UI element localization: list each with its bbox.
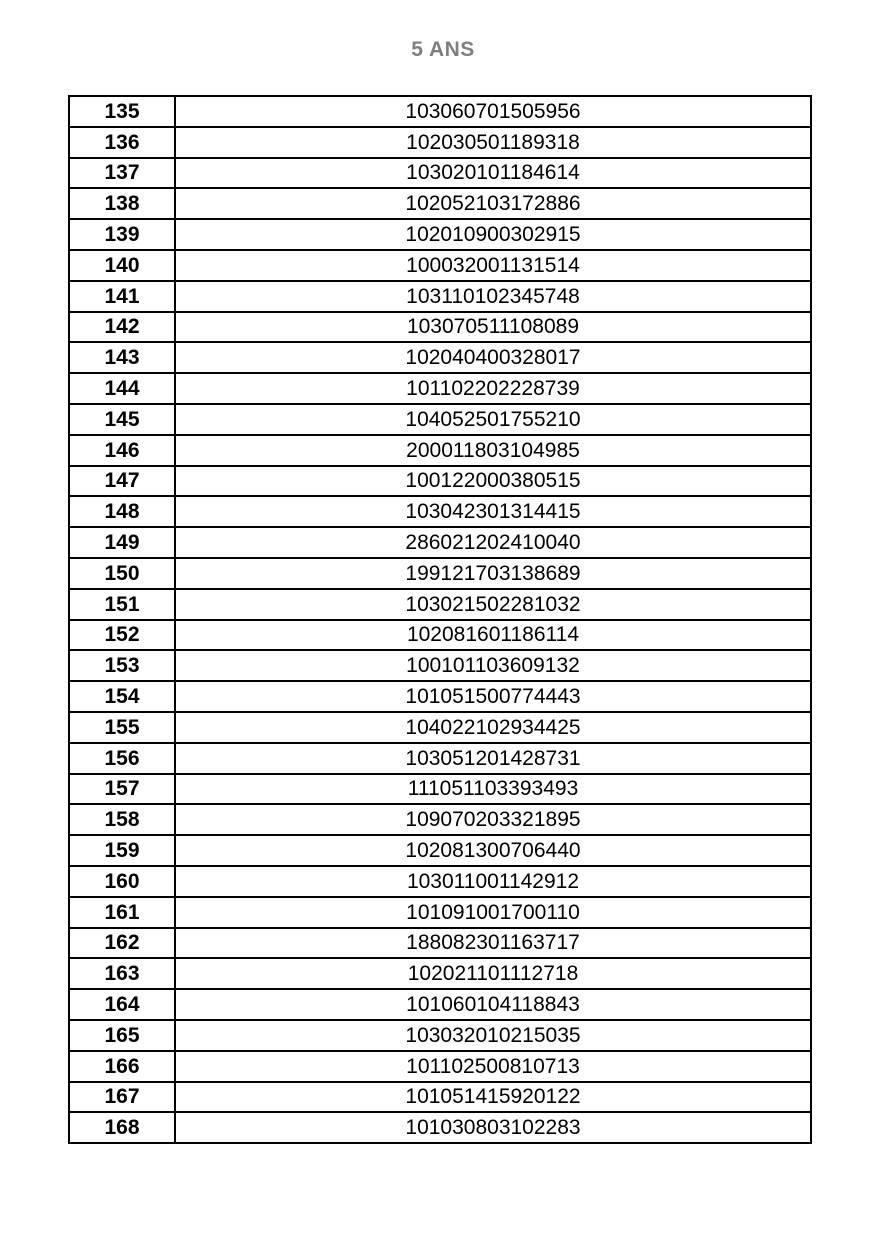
row-code: 101091001700110 (175, 897, 811, 928)
table-row (69, 866, 811, 897)
row-code: 100032001131514 (175, 250, 811, 281)
table-row (69, 404, 811, 435)
row-number: 145 (69, 404, 175, 435)
table-row (69, 804, 811, 835)
row-code: 101060104118843 (175, 989, 811, 1020)
row-number: 162 (69, 928, 175, 959)
table-row (69, 466, 811, 497)
row-code: 104052501755210 (175, 404, 811, 435)
row-number: 158 (69, 804, 175, 835)
row-number: 142 (69, 312, 175, 343)
table-body (69, 96, 811, 1143)
row-code: 109070203321895 (175, 804, 811, 835)
table-row (69, 373, 811, 404)
table-row (69, 712, 811, 743)
row-code: 286021202410040 (175, 527, 811, 558)
table-row (69, 650, 811, 681)
row-number: 140 (69, 250, 175, 281)
row-number: 139 (69, 219, 175, 250)
row-code: 101051500774443 (175, 681, 811, 712)
table-row (69, 250, 811, 281)
row-code: 101030803102283 (175, 1112, 811, 1143)
row-number: 154 (69, 681, 175, 712)
table-row (69, 527, 811, 558)
row-code: 103042301314415 (175, 496, 811, 527)
table-row (69, 897, 811, 928)
row-code: 188082301163717 (175, 928, 811, 959)
table-row (69, 1112, 811, 1143)
row-number: 150 (69, 558, 175, 589)
row-number: 148 (69, 496, 175, 527)
row-number: 159 (69, 835, 175, 866)
row-number: 167 (69, 1082, 175, 1113)
table-row (69, 435, 811, 466)
table-row (69, 774, 811, 805)
row-number: 138 (69, 188, 175, 219)
row-code: 103020101184614 (175, 158, 811, 189)
table-row (69, 127, 811, 158)
row-number: 135 (69, 96, 175, 127)
row-code: 102081300706440 (175, 835, 811, 866)
page-title: 5 ANS (411, 38, 475, 61)
table-row (69, 188, 811, 219)
row-code: 199121703138689 (175, 558, 811, 589)
row-number: 161 (69, 897, 175, 928)
row-code: 103021502281032 (175, 589, 811, 620)
row-number: 153 (69, 650, 175, 681)
table-row (69, 496, 811, 527)
row-number: 152 (69, 620, 175, 651)
row-code: 104022102934425 (175, 712, 811, 743)
table-row (69, 589, 811, 620)
row-code: 111051103393493 (175, 774, 811, 805)
table-row (69, 312, 811, 343)
row-number: 164 (69, 989, 175, 1020)
table-row (69, 558, 811, 589)
table-row (69, 620, 811, 651)
table-row (69, 96, 811, 127)
row-code: 200011803104985 (175, 435, 811, 466)
row-code: 102081601186114 (175, 620, 811, 651)
row-number: 155 (69, 712, 175, 743)
row-code: 102021101112718 (175, 958, 811, 989)
row-number: 168 (69, 1112, 175, 1143)
row-number: 146 (69, 435, 175, 466)
row-code: 103070511108089 (175, 312, 811, 343)
row-number: 166 (69, 1051, 175, 1082)
row-number: 165 (69, 1020, 175, 1051)
table-row (69, 681, 811, 712)
row-code: 102052103172886 (175, 188, 811, 219)
row-number: 156 (69, 743, 175, 774)
row-number: 137 (69, 158, 175, 189)
row-code: 100101103609132 (175, 650, 811, 681)
row-code: 101102500810713 (175, 1051, 811, 1082)
table-row (69, 835, 811, 866)
row-code: 102010900302915 (175, 219, 811, 250)
row-number: 157 (69, 774, 175, 805)
row-number: 143 (69, 342, 175, 373)
table-row (69, 1020, 811, 1051)
row-code: 103051201428731 (175, 743, 811, 774)
row-code: 102030501189318 (175, 127, 811, 158)
row-number: 149 (69, 527, 175, 558)
row-code: 101051415920122 (175, 1082, 811, 1113)
row-number: 147 (69, 466, 175, 497)
table-row (69, 342, 811, 373)
row-code: 100122000380515 (175, 466, 811, 497)
table-row (69, 928, 811, 959)
row-number: 160 (69, 866, 175, 897)
table-row (69, 1051, 811, 1082)
row-code: 102040400328017 (175, 342, 811, 373)
row-code: 103011001142912 (175, 866, 811, 897)
table-row (69, 743, 811, 774)
row-code: 103060701505956 (175, 96, 811, 127)
table-row (69, 281, 811, 312)
table-row (69, 1082, 811, 1113)
row-code: 101102202228739 (175, 373, 811, 404)
table-row (69, 219, 811, 250)
table-row (69, 158, 811, 189)
id-table (68, 95, 812, 1144)
row-code: 103110102345748 (175, 281, 811, 312)
row-number: 151 (69, 589, 175, 620)
table-row (69, 989, 811, 1020)
row-code: 103032010215035 (175, 1020, 811, 1051)
table-row (69, 958, 811, 989)
row-number: 141 (69, 281, 175, 312)
row-number: 144 (69, 373, 175, 404)
row-number: 163 (69, 958, 175, 989)
row-number: 136 (69, 127, 175, 158)
